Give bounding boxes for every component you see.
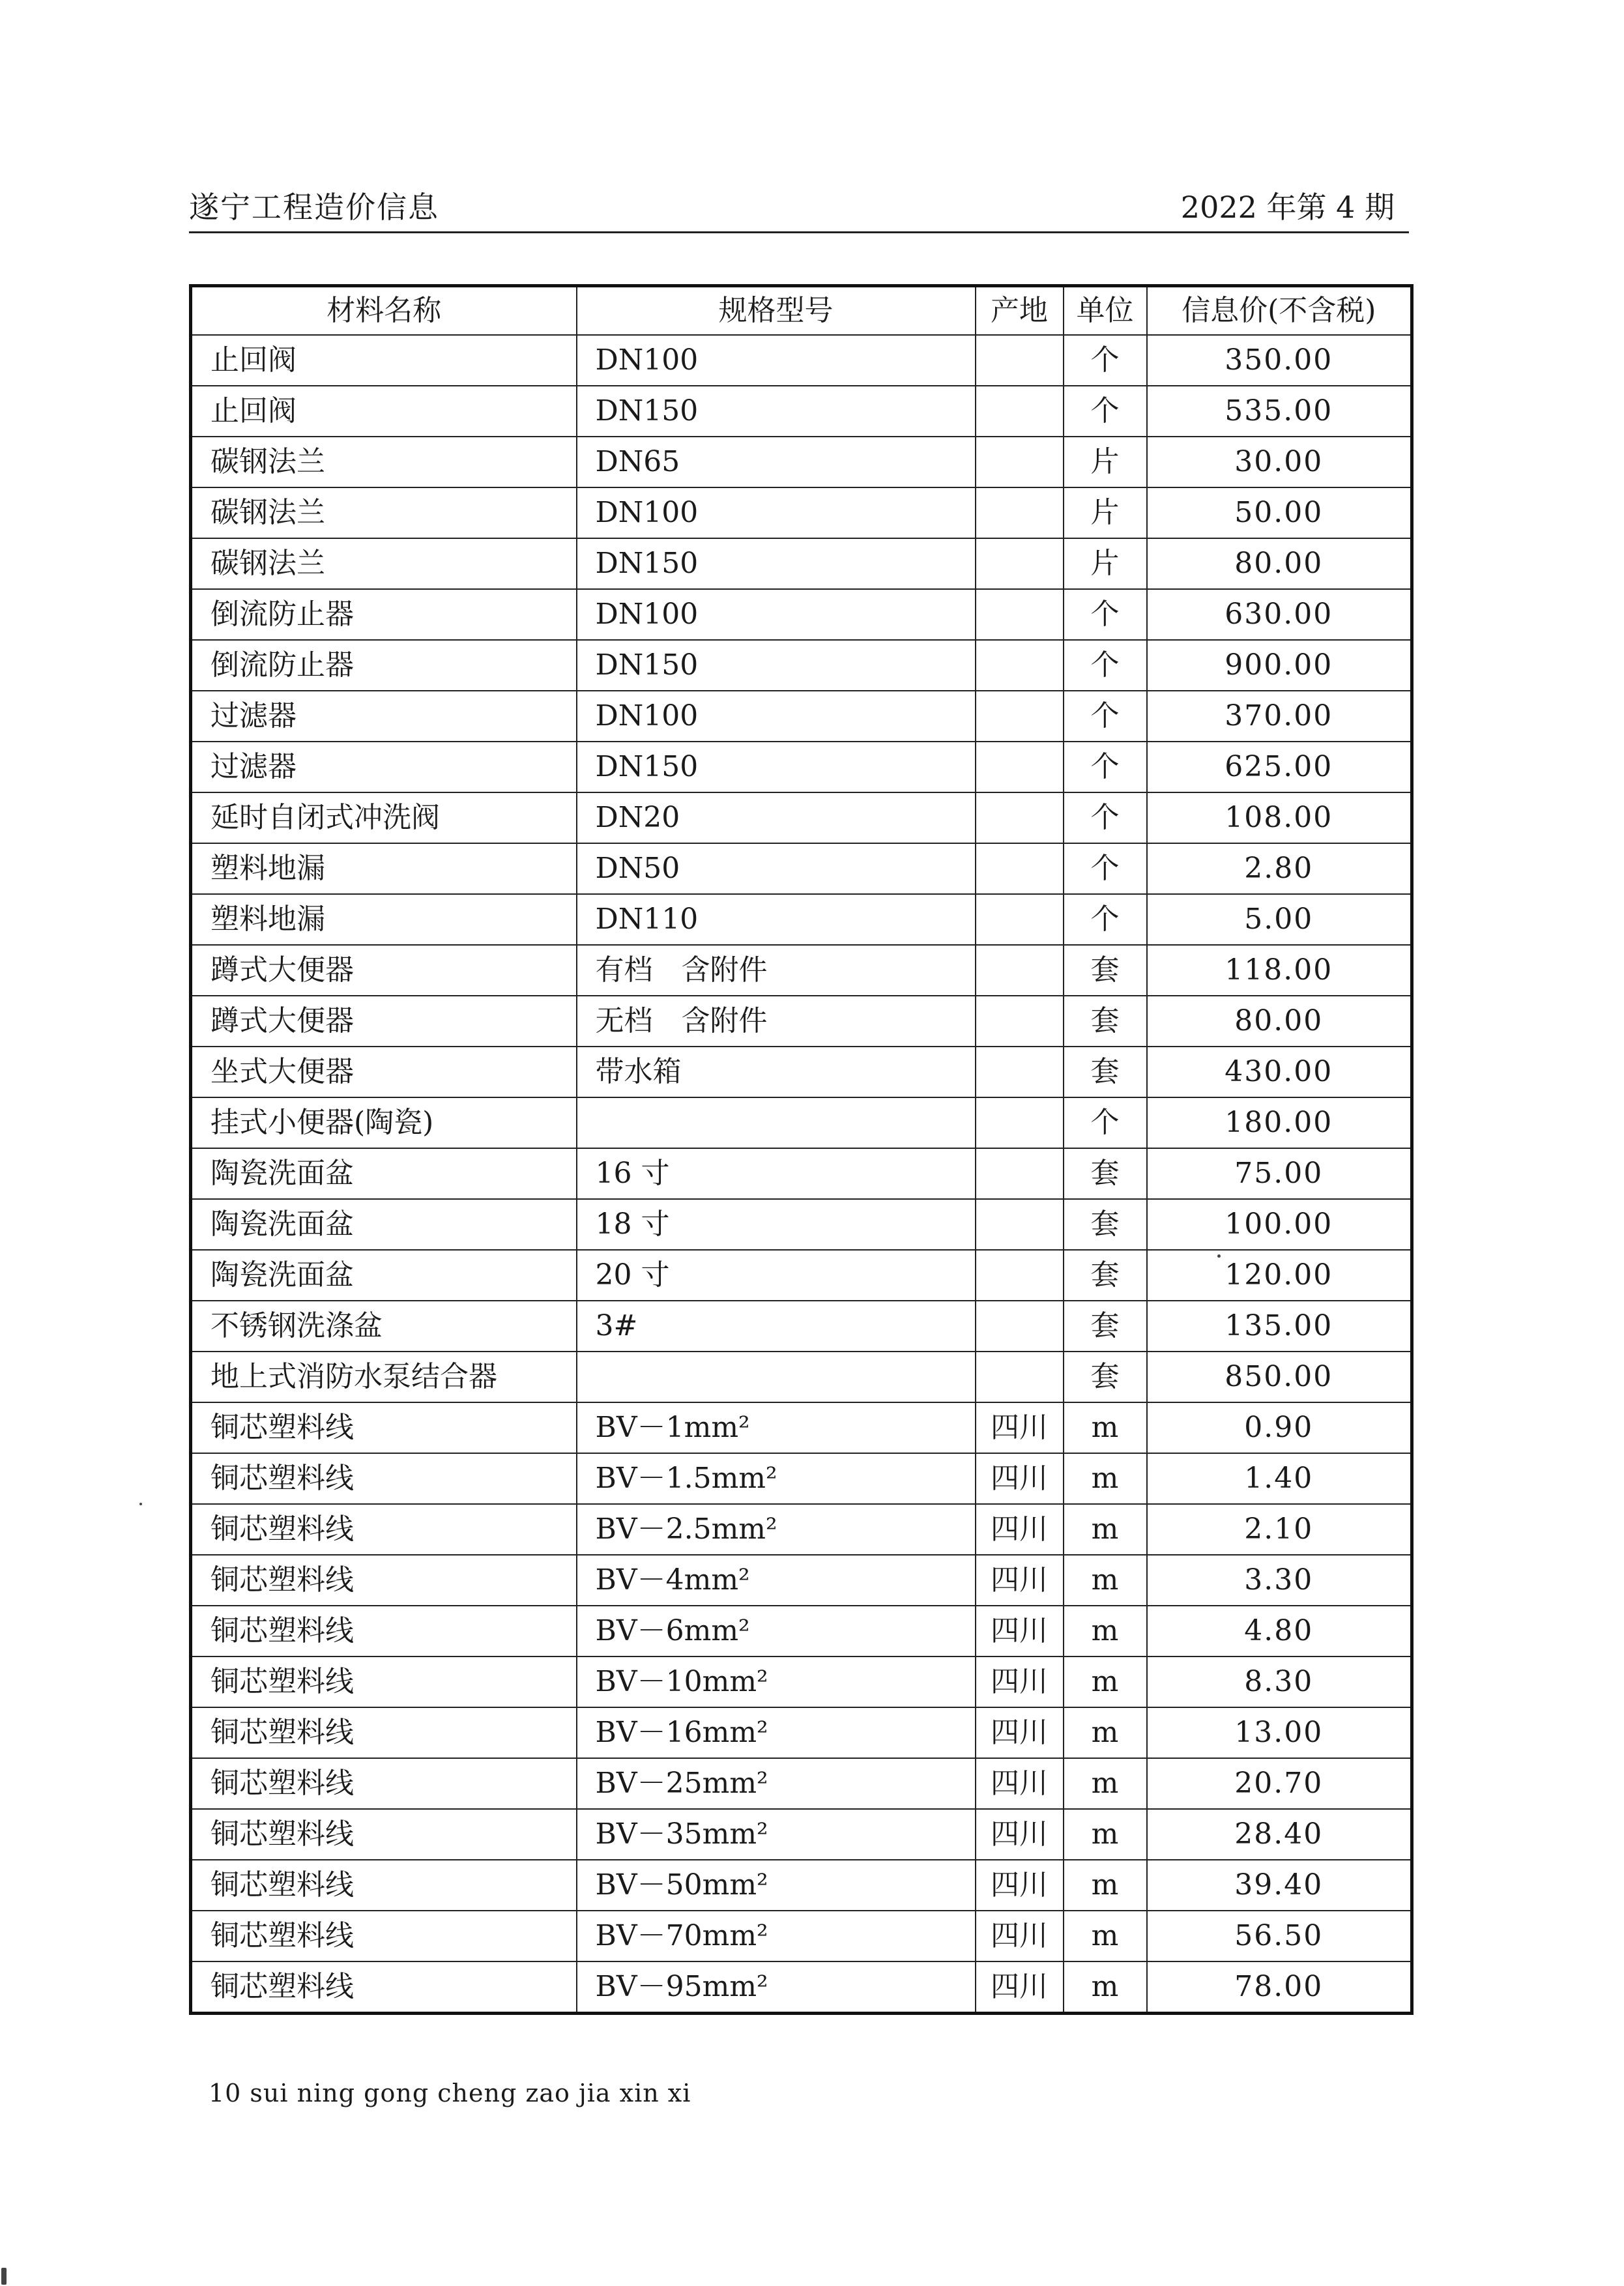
cell-price: 8.30 (1147, 1657, 1412, 1707)
cell-price: 39.40 (1147, 1860, 1412, 1911)
cell-spec: BV－2.5mm² (577, 1504, 976, 1555)
cell-price: 370.00 (1147, 691, 1412, 742)
cell-name: 地上式消防水泵结合器 (191, 1352, 577, 1402)
cell-price: 900.00 (1147, 640, 1412, 691)
table-row (191, 1301, 1412, 1352)
table-row (191, 538, 1412, 589)
cell-unit: m (1064, 1504, 1147, 1555)
cell-name: 铜芯塑料线 (191, 1555, 577, 1606)
column-header-spec: 规格型号 (577, 286, 976, 336)
cell-price: 28.40 (1147, 1809, 1412, 1860)
cell-price: 3.30 (1147, 1555, 1412, 1606)
cell-origin (976, 742, 1064, 792)
table-row (191, 487, 1412, 538)
cell-unit: 片 (1064, 538, 1147, 589)
cell-spec: DN150 (577, 386, 976, 437)
cell-spec: DN150 (577, 742, 976, 792)
cell-name: 铜芯塑料线 (191, 1860, 577, 1911)
price-table (189, 284, 1414, 2015)
cell-name: 铜芯塑料线 (191, 1961, 577, 2014)
table-row (191, 1402, 1412, 1453)
cell-origin: 四川 (976, 1707, 1064, 1758)
table-row (191, 1250, 1412, 1301)
cell-origin: 四川 (976, 1758, 1064, 1809)
cell-unit: m (1064, 1657, 1147, 1707)
cell-unit: 套 (1064, 1250, 1147, 1301)
cell-name: 止回阀 (191, 335, 577, 386)
page-footer: 10 sui ning gong cheng zao jia xin xi (209, 2079, 691, 2107)
cell-spec: DN50 (577, 843, 976, 894)
cell-origin (976, 589, 1064, 640)
cell-name: 塑料地漏 (191, 843, 577, 894)
cell-origin (976, 1352, 1064, 1402)
table-row (191, 1707, 1412, 1758)
cell-name: 蹲式大便器 (191, 996, 577, 1047)
cell-name: 碳钢法兰 (191, 437, 577, 487)
cell-name: 止回阀 (191, 386, 577, 437)
cell-name: 过滤器 (191, 691, 577, 742)
table-row (191, 792, 1412, 843)
table-row (191, 1606, 1412, 1657)
cell-unit: m (1064, 1555, 1147, 1606)
cell-spec: BV－16mm² (577, 1707, 976, 1758)
cell-spec: BV－1mm² (577, 1402, 976, 1453)
table-row (191, 1961, 1412, 2014)
cell-unit: m (1064, 1860, 1147, 1911)
cell-unit: 片 (1064, 437, 1147, 487)
cell-origin (976, 996, 1064, 1047)
cell-spec: 带水箱 (577, 1047, 976, 1097)
cell-unit: m (1064, 1809, 1147, 1860)
publication-title: 遂宁工程造价信息 (189, 190, 439, 225)
cell-spec (577, 1352, 976, 1402)
cell-name: 陶瓷洗面盆 (191, 1148, 577, 1199)
cell-spec: DN65 (577, 437, 976, 487)
cell-origin: 四川 (976, 1453, 1064, 1504)
cell-origin (976, 386, 1064, 437)
cell-unit: 套 (1064, 1352, 1147, 1402)
table-header-row (191, 286, 1412, 336)
cell-price: 2.80 (1147, 843, 1412, 894)
table-row (191, 1911, 1412, 1961)
cell-spec: BV－35mm² (577, 1809, 976, 1860)
cell-origin (976, 538, 1064, 589)
cell-origin (976, 1148, 1064, 1199)
table-row (191, 640, 1412, 691)
cell-price: 625.00 (1147, 742, 1412, 792)
cell-spec: DN20 (577, 792, 976, 843)
cell-spec: BV－10mm² (577, 1657, 976, 1707)
table-row (191, 742, 1412, 792)
cell-name: 挂式小便器(陶瓷) (191, 1097, 577, 1148)
cell-price: 56.50 (1147, 1911, 1412, 1961)
cell-name: 延时自闭式冲洗阀 (191, 792, 577, 843)
cell-name: 不锈钢洗涤盆 (191, 1301, 577, 1352)
cell-unit: 套 (1064, 1301, 1147, 1352)
cell-spec: 有档 含附件 (577, 945, 976, 996)
cell-origin: 四川 (976, 1657, 1064, 1707)
cell-price: 75.00 (1147, 1148, 1412, 1199)
cell-price: 2.10 (1147, 1504, 1412, 1555)
cell-origin (976, 1047, 1064, 1097)
cell-origin (976, 1097, 1064, 1148)
cell-name: 过滤器 (191, 742, 577, 792)
cell-spec: 3# (577, 1301, 976, 1352)
cell-origin (976, 894, 1064, 945)
cell-origin: 四川 (976, 1809, 1064, 1860)
cell-unit: 个 (1064, 386, 1147, 437)
cell-price: 78.00 (1147, 1961, 1412, 2014)
cell-spec: DN150 (577, 538, 976, 589)
cell-origin (976, 945, 1064, 996)
table-row (191, 1352, 1412, 1402)
scan-speck (1, 2268, 7, 2285)
table-row (191, 691, 1412, 742)
cell-name: 铜芯塑料线 (191, 1758, 577, 1809)
table-row (191, 1148, 1412, 1199)
cell-name: 坐式大便器 (191, 1047, 577, 1097)
cell-unit: 个 (1064, 640, 1147, 691)
page-header (189, 184, 1395, 223)
cell-origin (976, 792, 1064, 843)
column-header-price: 信息价(不含税) (1147, 286, 1412, 336)
cell-name: 铜芯塑料线 (191, 1657, 577, 1707)
table-row (191, 386, 1412, 437)
cell-name: 陶瓷洗面盆 (191, 1199, 577, 1250)
cell-price: 30.00 (1147, 437, 1412, 487)
table-row (191, 1453, 1412, 1504)
cell-spec: BV－95mm² (577, 1961, 976, 2014)
cell-spec (577, 1097, 976, 1148)
table-row (191, 335, 1412, 386)
cell-price: 180.00 (1147, 1097, 1412, 1148)
cell-unit: m (1064, 1758, 1147, 1809)
cell-price: 850.00 (1147, 1352, 1412, 1402)
cell-name: 铜芯塑料线 (191, 1402, 577, 1453)
cell-name: 倒流防止器 (191, 589, 577, 640)
cell-unit: 个 (1064, 843, 1147, 894)
table-row (191, 1199, 1412, 1250)
cell-price: 80.00 (1147, 996, 1412, 1047)
cell-spec: DN110 (577, 894, 976, 945)
cell-name: 塑料地漏 (191, 894, 577, 945)
cell-price: 0.90 (1147, 1402, 1412, 1453)
cell-origin (976, 843, 1064, 894)
table-row (191, 589, 1412, 640)
cell-unit: 片 (1064, 487, 1147, 538)
cell-origin (976, 1199, 1064, 1250)
cell-unit: m (1064, 1402, 1147, 1453)
cell-unit: 个 (1064, 1097, 1147, 1148)
cell-name: 碳钢法兰 (191, 487, 577, 538)
cell-origin: 四川 (976, 1606, 1064, 1657)
cell-origin: 四川 (976, 1860, 1064, 1911)
cell-spec: 20 寸 (577, 1250, 976, 1301)
cell-spec: BV－4mm² (577, 1555, 976, 1606)
cell-spec: BV－1.5mm² (577, 1453, 976, 1504)
cell-spec: BV－50mm² (577, 1860, 976, 1911)
cell-spec: DN100 (577, 589, 976, 640)
cell-origin (976, 487, 1064, 538)
cell-name: 铜芯塑料线 (191, 1504, 577, 1555)
table-row (191, 1555, 1412, 1606)
cell-spec: BV－6mm² (577, 1606, 976, 1657)
cell-price: 135.00 (1147, 1301, 1412, 1352)
cell-name: 蹲式大便器 (191, 945, 577, 996)
cell-unit: 个 (1064, 742, 1147, 792)
cell-price: 118.00 (1147, 945, 1412, 996)
table-body (191, 335, 1412, 2014)
cell-unit: 个 (1064, 691, 1147, 742)
cell-spec: 16 寸 (577, 1148, 976, 1199)
table-row (191, 843, 1412, 894)
table-row (191, 1860, 1412, 1911)
header-divider (189, 231, 1409, 233)
cell-name: 铜芯塑料线 (191, 1606, 577, 1657)
cell-spec: 18 寸 (577, 1199, 976, 1250)
table-row (191, 1758, 1412, 1809)
column-header-name: 材料名称 (191, 286, 577, 336)
cell-spec: DN100 (577, 335, 976, 386)
cell-origin (976, 640, 1064, 691)
cell-origin: 四川 (976, 1555, 1064, 1606)
cell-price: 120.00 (1147, 1250, 1412, 1301)
cell-name: 陶瓷洗面盆 (191, 1250, 577, 1301)
cell-origin: 四川 (976, 1961, 1064, 2014)
cell-price: 50.00 (1147, 487, 1412, 538)
cell-unit: 个 (1064, 335, 1147, 386)
table-row (191, 996, 1412, 1047)
table-row (191, 1657, 1412, 1707)
table-row (191, 1504, 1412, 1555)
cell-name: 铜芯塑料线 (191, 1707, 577, 1758)
table-row (191, 1047, 1412, 1097)
cell-price: 630.00 (1147, 589, 1412, 640)
cell-name: 铜芯塑料线 (191, 1809, 577, 1860)
cell-origin (976, 1250, 1064, 1301)
cell-unit: 个 (1064, 589, 1147, 640)
cell-origin: 四川 (976, 1911, 1064, 1961)
cell-name: 倒流防止器 (191, 640, 577, 691)
scan-speck (139, 1503, 142, 1505)
cell-price: 20.70 (1147, 1758, 1412, 1809)
table-row (191, 437, 1412, 487)
cell-unit: m (1064, 1707, 1147, 1758)
cell-price: 80.00 (1147, 538, 1412, 589)
cell-unit: m (1064, 1911, 1147, 1961)
cell-unit: m (1064, 1453, 1147, 1504)
cell-name: 铜芯塑料线 (191, 1911, 577, 1961)
cell-spec: DN100 (577, 487, 976, 538)
cell-price: 108.00 (1147, 792, 1412, 843)
cell-unit: 套 (1064, 1148, 1147, 1199)
scan-speck (1217, 1254, 1221, 1258)
table-row (191, 894, 1412, 945)
cell-price: 1.40 (1147, 1453, 1412, 1504)
cell-unit: 个 (1064, 894, 1147, 945)
cell-price: 13.00 (1147, 1707, 1412, 1758)
cell-origin (976, 1301, 1064, 1352)
cell-origin (976, 335, 1064, 386)
cell-unit: 套 (1064, 1047, 1147, 1097)
cell-spec: BV－25mm² (577, 1758, 976, 1809)
cell-unit: m (1064, 1961, 1147, 2014)
cell-name: 铜芯塑料线 (191, 1453, 577, 1504)
cell-price: 100.00 (1147, 1199, 1412, 1250)
cell-origin: 四川 (976, 1402, 1064, 1453)
cell-origin: 四川 (976, 1504, 1064, 1555)
cell-unit: m (1064, 1606, 1147, 1657)
cell-price: 5.00 (1147, 894, 1412, 945)
cell-price: 430.00 (1147, 1047, 1412, 1097)
cell-spec: DN100 (577, 691, 976, 742)
cell-unit: 套 (1064, 945, 1147, 996)
cell-spec: BV－70mm² (577, 1911, 976, 1961)
column-header-origin: 产地 (976, 286, 1064, 336)
cell-price: 4.80 (1147, 1606, 1412, 1657)
issue-number: 2022 年第 4 期 (1180, 190, 1395, 225)
cell-spec: DN150 (577, 640, 976, 691)
cell-unit: 套 (1064, 996, 1147, 1047)
cell-origin (976, 437, 1064, 487)
table-row (191, 1809, 1412, 1860)
cell-price: 535.00 (1147, 386, 1412, 437)
cell-unit: 个 (1064, 792, 1147, 843)
column-header-unit: 单位 (1064, 286, 1147, 336)
cell-price: 350.00 (1147, 335, 1412, 386)
cell-name: 碳钢法兰 (191, 538, 577, 589)
cell-unit: 套 (1064, 1199, 1147, 1250)
table-row (191, 945, 1412, 996)
cell-spec: 无档 含附件 (577, 996, 976, 1047)
table-row (191, 1097, 1412, 1148)
cell-origin (976, 691, 1064, 742)
